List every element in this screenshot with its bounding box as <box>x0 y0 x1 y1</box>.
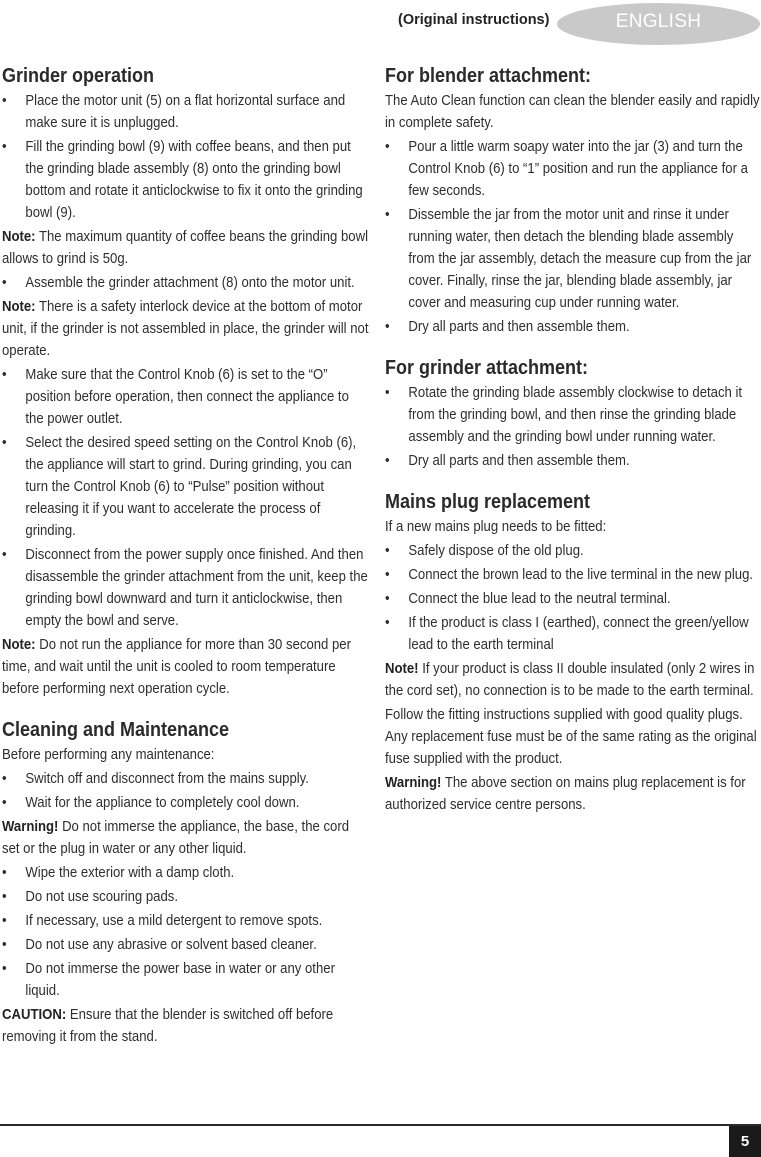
list-item <box>2 364 369 430</box>
bullet-list <box>2 862 369 1002</box>
warning-text: The above section on mains plug replacement is for authorized service centre persons. <box>385 775 746 813</box>
list-item-text: Rotate the grinding blade assembly clockwise to detach it from the grinding bowl, and then rinse the grinding blade assembly and the grinding bowl under running water. <box>408 385 743 445</box>
list-item-text: Make sure that the Control Knob (6) is set to the “O” position before operation, then connect the appliance to the power outlet. <box>25 367 349 427</box>
list-item <box>2 136 369 224</box>
list-item <box>385 450 761 472</box>
list-item-text: Connect the blue lead to the neutral terminal. <box>408 591 671 607</box>
warning-label: Warning! <box>385 775 442 791</box>
bullet-icon: • <box>2 139 7 155</box>
note-label: Note: <box>2 229 36 245</box>
section-mains-plug <box>385 490 761 816</box>
list-item-text: Select the desired speed setting on the Control Knob (6), the appliance will start to grind. During grinding, you can turn the Control Knob (6) to “Pulse” position without releasing it if you want to accelerate the process of grinding. <box>25 435 357 539</box>
caution-label: CAUTION: <box>2 1007 67 1023</box>
list-item-text: Dry all parts and then assemble them. <box>408 453 630 469</box>
list-item-text: Dissemble the jar from the motor unit and rinse it under running water, then detach the blending blade assembly from the jar assembly, detach the measure cup from the jar cover. Finally, rinse the jar, blending blade assembly, jar cover and measuring cup under running water. <box>408 207 752 311</box>
bullet-list <box>2 768 369 814</box>
page-number: 5 <box>729 1126 761 1157</box>
bullet-icon: • <box>385 139 390 155</box>
bullet-icon: • <box>2 367 7 383</box>
list-item <box>385 136 761 202</box>
bullet-icon: • <box>385 591 390 607</box>
fitting-paragraph: Follow the fitting instructions supplied with good quality plugs. Any replacement fuse must be of the same rating as the original fuse supplied with the product. <box>385 707 757 767</box>
list-item-text: Do not immerse the power base in water or any other liquid. <box>25 961 335 999</box>
list-item <box>2 792 369 814</box>
bullet-icon: • <box>385 567 390 583</box>
left-column <box>2 64 369 1050</box>
bullet-list <box>385 136 761 338</box>
list-item <box>385 588 761 610</box>
bullet-list <box>385 540 761 656</box>
section-blender-attachment <box>385 64 761 338</box>
bullet-icon: • <box>2 913 7 929</box>
bullet-icon: • <box>2 547 7 563</box>
note-label: Note: <box>2 299 36 315</box>
section-heading: Grinder operation <box>2 65 155 87</box>
list-item <box>2 272 369 294</box>
note-paragraph <box>2 226 369 270</box>
note-label: Note! <box>385 661 419 677</box>
list-item <box>385 540 761 562</box>
section-heading: For grinder attachment: <box>385 357 589 379</box>
bullet-icon: • <box>385 615 390 631</box>
section-grinder-attachment <box>385 356 761 472</box>
bullet-icon: • <box>2 795 7 811</box>
list-item-text: Switch off and disconnect from the mains supply. <box>25 771 309 787</box>
bullet-icon: • <box>2 435 7 451</box>
bullet-icon: • <box>2 937 7 953</box>
original-instructions-label: (Original instructions) <box>398 12 550 28</box>
warning-text: Do not immerse the appliance, the base, the cord set or the plug in water or any other liquid. <box>2 819 350 857</box>
list-item-text: Do not use scouring pads. <box>25 889 179 905</box>
list-item-text: Wait for the appliance to completely cool down. <box>25 795 300 811</box>
footer-divider <box>0 1124 761 1126</box>
bullet-list <box>385 382 761 472</box>
note-text: The maximum quantity of coffee beans the grinding bowl allows to grind is 50g. <box>2 229 369 267</box>
section-cleaning <box>2 718 369 1048</box>
section-heading: For blender attachment: <box>385 65 592 87</box>
list-item-text: Place the motor unit (5) on a flat horizontal surface and make sure it is unplugged. <box>25 93 346 131</box>
list-item <box>2 544 369 632</box>
list-item <box>2 934 369 956</box>
list-item-text: Dry all parts and then assemble them. <box>408 319 630 335</box>
note-text: Do not run the appliance for more than 30 second per time, and wait until the unit is cooled to room temperature before performing next operation cycle. <box>2 637 352 697</box>
list-item <box>2 958 369 1002</box>
list-item-text: Fill the grinding bowl (9) with coffee beans, and then put the grinding blade assembly (8) onto the grinding bowl bottom and rotate it anticlockwise to fix it onto the grinding bowl (9). <box>25 139 363 221</box>
note-text: There is a safety interlock device at the bottom of motor unit, if the grinder is not assembled in place, the grinder will not operate. <box>2 299 369 359</box>
bullet-icon: • <box>385 453 390 469</box>
bullet-icon: • <box>385 207 390 223</box>
list-item <box>2 768 369 790</box>
list-item <box>2 910 369 932</box>
section-spacer <box>385 474 761 490</box>
right-column <box>385 64 761 818</box>
note-text: If your product is class II double insulated (only 2 wires in the cord set), no connection is to be made to the earth terminal. <box>385 661 755 699</box>
intro-paragraph: Before performing any maintenance: <box>2 747 215 763</box>
list-item-text: If the product is class I (earthed), connect the green/yellow lead to the earth terminal <box>408 615 749 653</box>
list-item <box>2 432 369 542</box>
bullet-icon: • <box>2 275 7 291</box>
list-item-text: Disconnect from the power supply once finished. And then disassemble the grinder attachment from the unit, keep the grinding bowl downward and turn it anticlockwise, then empty the bowl and serve. <box>25 547 368 629</box>
caution-paragraph <box>2 1004 369 1048</box>
list-item-text: Pour a little warm soapy water into the jar (3) and turn the Control Knob (6) to “1” position and run the appliance for a few seconds. <box>408 139 748 199</box>
section-grinder-operation <box>2 64 369 700</box>
section-spacer <box>385 340 761 356</box>
list-item <box>385 316 761 338</box>
language-label: ENGLISH <box>615 11 702 32</box>
bullet-list <box>2 90 369 224</box>
list-item <box>385 612 761 656</box>
list-item <box>385 564 761 586</box>
list-item-text: If necessary, use a mild detergent to remove spots. <box>25 913 323 929</box>
bullet-icon: • <box>385 385 390 401</box>
bullet-icon: • <box>2 865 7 881</box>
caution-text: Ensure that the blender is switched off before removing it from the stand. <box>2 1007 334 1045</box>
section-heading: Cleaning and Maintenance <box>2 719 230 741</box>
list-item-text: Connect the brown lead to the live terminal in the new plug. <box>408 567 754 583</box>
list-item <box>385 204 761 314</box>
list-item-text: Safely dispose of the old plug. <box>408 543 584 559</box>
list-item <box>2 90 369 134</box>
bullet-list <box>2 364 369 632</box>
bullet-icon: • <box>2 93 7 109</box>
note-paragraph <box>2 296 369 362</box>
list-item <box>385 382 761 448</box>
note-label: Note: <box>2 637 36 653</box>
bullet-list <box>2 272 369 294</box>
warning-paragraph <box>2 816 369 860</box>
intro-paragraph: The Auto Clean function can clean the blender easily and rapidly in complete safety. <box>385 93 760 131</box>
warning-paragraph <box>385 772 761 816</box>
list-item-text: Wipe the exterior with a damp cloth. <box>25 865 235 881</box>
bullet-icon: • <box>2 889 7 905</box>
list-item <box>2 886 369 908</box>
list-item-text: Assemble the grinder attachment (8) onto the motor unit. <box>25 275 355 291</box>
bullet-icon: • <box>385 319 390 335</box>
note-paragraph <box>385 658 761 702</box>
list-item <box>2 862 369 884</box>
section-heading: Mains plug replacement <box>385 491 591 513</box>
bullet-icon: • <box>2 961 7 977</box>
bullet-icon: • <box>385 543 390 559</box>
bullet-icon: • <box>2 771 7 787</box>
note-paragraph <box>2 634 369 700</box>
warning-label: Warning! <box>2 819 59 835</box>
intro-paragraph: If a new mains plug needs to be fitted: <box>385 519 607 535</box>
page-header <box>0 0 761 50</box>
list-item-text: Do not use any abrasive or solvent based cleaner. <box>25 937 317 953</box>
section-spacer <box>2 702 369 718</box>
